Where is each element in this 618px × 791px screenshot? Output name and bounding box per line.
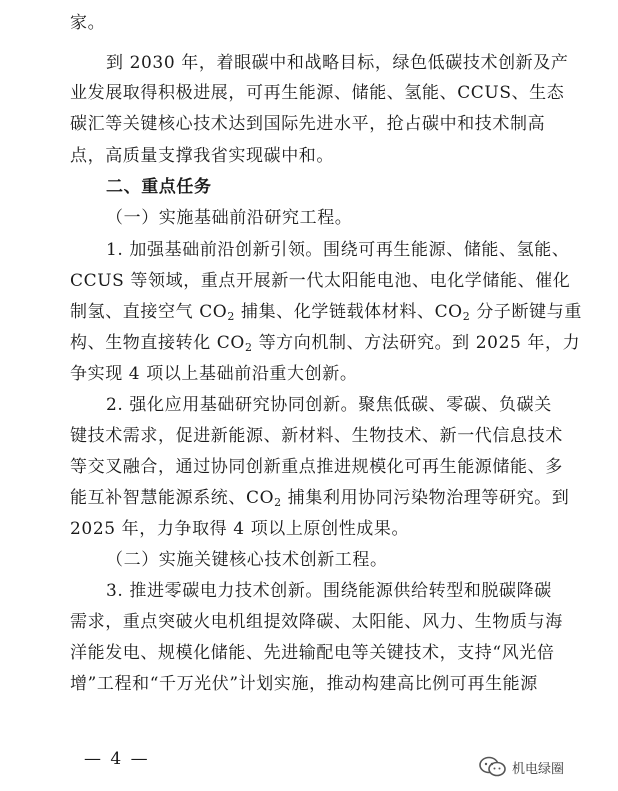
text-line: 键技术需求，促进新能源、新材料、生物技术、新一代信息技术 [70, 426, 563, 446]
wechat-icon [478, 756, 508, 778]
subscript: 2 [244, 341, 253, 354]
subscript: 2 [274, 496, 282, 509]
text-segment: 捕集、化学链载体材料、CO [234, 302, 463, 322]
text-line: 2. 强化应用基础研究协同创新。聚焦低碳、零碳、负碳关 [106, 395, 552, 415]
text-line: 2025 年，力争取得 4 项以上原创性成果。 [70, 519, 410, 539]
section-heading: 二、重点任务 [106, 177, 212, 197]
text-line: 等交叉融合，通过协同创新重点推进规模化可再生能源储能、多 [70, 457, 563, 477]
text-segment: 制氢、直接空气 CO [70, 302, 228, 322]
text-segment: 构、生物直接转化 CO [70, 333, 245, 353]
text-line: 1. 加强基础前沿创新引领。围绕可再生能源、储能、氢能、 [106, 240, 570, 260]
text-line: 家。 [70, 13, 106, 33]
subscript: 2 [462, 310, 471, 323]
text-line: 增”工程和“千万光伏”计划实施，推动构建高比例可再生能源 [70, 674, 538, 694]
text-line: 到 2030 年，着眼碳中和战略目标，绿色低碳技术创新及产 [106, 53, 569, 73]
text-line: CCUS 等领域，重点开展新一代太阳能电池、电化学储能、催化 [70, 271, 571, 291]
text-segment: 分子断键与重 [470, 302, 582, 322]
subscript: 2 [227, 310, 235, 323]
text-line: 点，高质量支撑我省实现碳中和。 [70, 146, 334, 166]
text-segment: 等方向机制、方法研究。到 2025 年，力 [252, 333, 581, 353]
text-line: 业发展取得积极进展，可再生能源、储能、氢能、CCUS、生态 [70, 83, 565, 103]
text-line [70, 487, 570, 509]
text-line [70, 301, 582, 323]
subsection-heading: （二）实施关键核心技术创新工程。 [106, 550, 388, 570]
text-line: 洋能发电、规模化储能、先进输配电等关键技术，支持“风光倍 [70, 643, 555, 663]
text-line: 争实现 4 项以上基础前沿重大创新。 [70, 364, 358, 384]
watermark-text: 机电绿圈 [512, 761, 565, 777]
page-number: — 4 — [84, 749, 150, 769]
watermark [478, 753, 564, 781]
text-segment: 能互补智慧能源系统、CO [70, 488, 275, 508]
text-line: 需求，重点突破火电机组提效降碳、太阳能、风力、生物质与海 [70, 612, 563, 632]
text-line: 碳汇等关键核心技术达到国际先进水平，抢占碳中和技术制高 [70, 114, 546, 134]
text-line: 3. 推进零碳电力技术创新。围绕能源供给转型和脱碳降碳 [106, 581, 552, 601]
text-segment: 捕集利用协同污染物治理等研究。到 [281, 488, 570, 508]
text-line [70, 332, 581, 354]
subsection-heading: （一）实施基础前沿研究工程。 [106, 208, 353, 228]
